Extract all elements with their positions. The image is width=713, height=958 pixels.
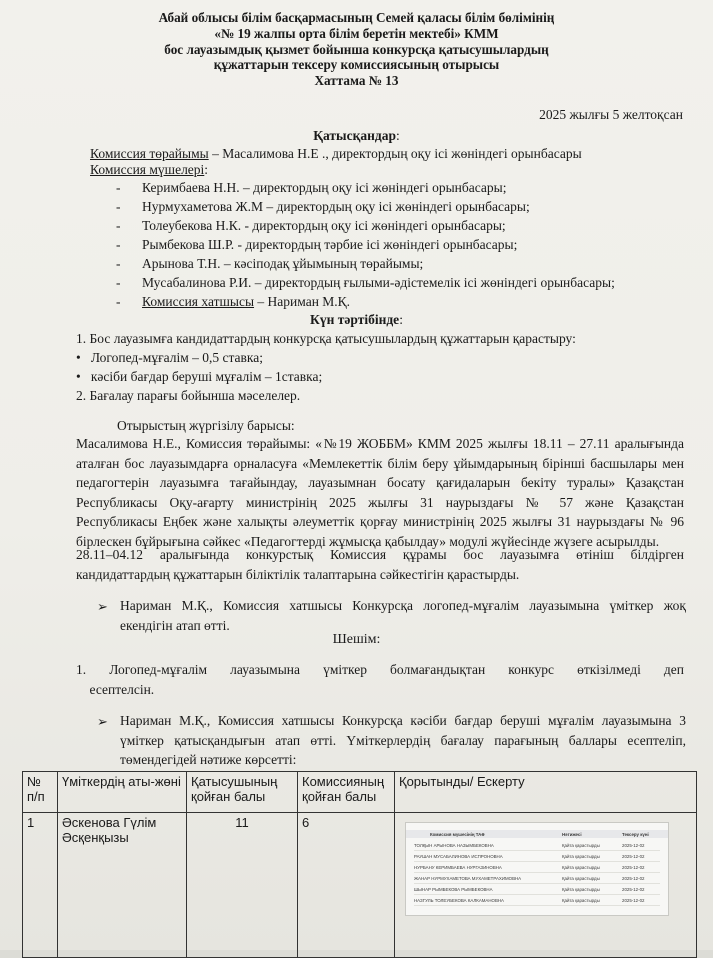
arrow-bullet-icon: ➢ <box>97 599 108 614</box>
paragraph-line: Нариман М.Қ., Комиссия хатшысы Конкурсқа кәсіби бағдар беруші мұғалім лауазымына 3 <box>120 713 686 728</box>
screenshot-cell-name: ТОЛҚЫН АРЫНОВА НАЗЫМБЕКОВНА <box>414 843 494 848</box>
bullet-mark: • <box>76 350 91 365</box>
table-header-row <box>23 772 697 813</box>
agenda-title-text: Күн тәртібінде <box>310 312 400 327</box>
cell-commission-score: 6 <box>298 813 395 958</box>
arrow-bullet-icon: ➢ <box>97 714 108 729</box>
document-header <box>0 10 713 89</box>
decision-title: Шешім: <box>332 632 381 647</box>
member-text: Нурмухаметова Ж.М – директордың оқу ісі жөніндегі орынбасары; <box>142 199 530 214</box>
screenshot-row <box>414 852 660 862</box>
members-label-line <box>90 162 208 178</box>
member-text: Рымбекова Ш.Р. - директордың тәрбие ісі жөніндегі орынбасары; <box>142 237 518 252</box>
agenda-title-colon: : <box>399 312 403 327</box>
header-number: № п/п <box>23 772 58 813</box>
paragraph-line: үміткер қатысқандығын атап өтті. Үміткерлердің бағалау парағының баллары есептеліп, <box>120 732 686 748</box>
protocol-number: Хаттама № 13 <box>314 73 399 89</box>
paragraph-line: екендігін атап өтті. <box>120 617 230 633</box>
paragraph-line: 1. Логопед-мұғалім лауазымына үміткер болмағандықтан конкурс өткізілмеді деп <box>76 662 684 677</box>
secretary-text: – Нариман М.Қ. <box>254 294 351 309</box>
dash-mark: - <box>116 275 121 290</box>
agenda-bullet-1 <box>76 350 263 366</box>
screenshot-cell-name: НУРБАНУ КЕРИМБАЕВА НУРГАЗИНОВНА <box>414 865 502 870</box>
dash-mark: - <box>116 199 121 214</box>
screenshot-row <box>414 863 660 873</box>
header-line-2: «№ 19 жалпы орта білім беретін мектебі» КММ <box>214 25 499 41</box>
chair-line <box>90 146 582 162</box>
members-label: Комиссия мүшелері <box>90 162 205 177</box>
chair-label: Комиссия төрайымы <box>90 146 209 161</box>
paragraph-line: аталған бос лауазымдарға орналасуға «Мемлекеттік білім беру ұйымдарының бірінші басшылары мен <box>76 455 684 471</box>
dash-mark: - <box>116 180 121 195</box>
screenshot-header-row <box>406 830 668 838</box>
screenshot-row <box>414 896 660 906</box>
member-item <box>116 199 530 215</box>
screenshot-cell-date: 2025-12-02 <box>622 843 645 848</box>
header-line-3: бос лауазымдық қызмет бойынша конкурсқа қатысушылардың <box>164 41 549 57</box>
screenshot-header-date: Тексеру күні <box>622 832 649 837</box>
screenshot-cell-result: Қайта қарастырды <box>562 898 600 903</box>
screenshot-cell-result: Қайта қарастырды <box>562 854 600 859</box>
paragraph-line: кандидаттардың құжаттарын біліктілік талаптарына сәйкестігін қарастырды. <box>76 566 520 582</box>
screenshot-cell-result: Қайта қарастырды <box>562 876 600 881</box>
chair-text: – Масалимова Н.Е ., директордың оқу ісі жөніндегі орынбасары <box>208 146 582 161</box>
screenshot-cell-date: 2025-12-02 <box>622 876 645 881</box>
screenshot-row <box>414 841 660 851</box>
participants-title <box>0 128 713 144</box>
member-text: Толеубекова Н.К. - директордың оқу ісі жөніндегі орынбасары; <box>142 218 506 233</box>
secretary-note-2 <box>120 711 686 770</box>
member-item <box>116 218 506 234</box>
paragraph-line: төмендегідей нәтиже көрсетті: <box>120 752 297 768</box>
screenshot-cell-date: 2025-12-02 <box>622 865 645 870</box>
proceedings-title: Отырыстың жүргізілу барысы: <box>117 418 295 433</box>
header-commission-score: Комиссияның қойған балы <box>298 772 395 813</box>
paragraph-line: Республикасы Оқу-ағарту министрінің 2025 жылғы 31 наурыздағы № 57 және Қазақстан <box>76 494 684 510</box>
dash-mark: - <box>116 294 121 309</box>
participants-title-colon: : <box>395 128 400 143</box>
decision-paragraph <box>76 660 684 699</box>
embedded-screenshot <box>405 822 669 916</box>
screenshot-row <box>414 874 660 884</box>
secretary-line <box>116 294 350 310</box>
dash-mark: - <box>116 237 121 252</box>
paragraph-line: есептелсін. <box>76 681 155 697</box>
proceedings-paragraph-1 <box>76 434 684 552</box>
agenda-item-1: 1. Бос лауазымға кандидаттардың конкурсқа қатысушылардың құжаттарын қарастыру: <box>76 331 576 346</box>
dash-mark: - <box>116 218 121 233</box>
paragraph-line: 28.11–04.12 аралығында конкурстық Комиссия құрамы бос лауазымға өтініш білдірген <box>76 547 684 562</box>
member-text: Арынова Т.Н. – кәсіподақ ұйымының төрайымы; <box>142 256 424 271</box>
proceedings-paragraph-2 <box>76 545 684 584</box>
header-self-score: Қатысушының қойған балы <box>187 772 298 813</box>
document-date: 2025 жылғы 5 желтоқсан <box>539 107 683 122</box>
bullet-mark: • <box>76 369 91 384</box>
screenshot-row <box>414 885 660 895</box>
screenshot-cell-name: ШЫНАР РЫМБЕКОВА РЫМБЕКОВНА <box>414 887 493 892</box>
member-text: Мусабалинова Р.И. – директордың ғылыми-әдістемелік ісі жөніндегі орынбасары; <box>142 275 615 290</box>
dash-mark: - <box>116 256 121 271</box>
screenshot-cell-name: РАУШАН МУСАБАЛИНОВА ИСПРОНОВНА <box>414 854 503 859</box>
participants-title-text: Қатысқандар <box>313 128 396 143</box>
cell-candidate-name: Әскенова Гүлім Әсқенқызы <box>58 813 187 958</box>
secretary-note-1 <box>120 596 686 635</box>
screenshot-cell-result: Қайта қарастырды <box>562 887 600 892</box>
agenda-title <box>0 312 713 328</box>
members-label-colon: : <box>204 162 209 177</box>
screenshot-cell-result: Қайта қарастырды <box>562 865 600 870</box>
screenshot-header-name: Комиссия мүшесінің ТАӘ <box>430 832 485 837</box>
header-candidate-name: Үміткердің аты-жөні <box>58 772 187 813</box>
member-item <box>116 275 615 291</box>
agenda-item-2: 2. Бағалау парағы бойынша мәселелер. <box>76 388 301 403</box>
screenshot-cell-result: Қайта қарастырды <box>562 843 600 848</box>
screenshot-cell-name: НАЗГУЛЬ ТОЛЕУБЕКОВА КАЛКАМАНОВНА <box>414 898 504 903</box>
screenshot-cell-date: 2025-12-02 <box>622 887 645 892</box>
cell-self-score: 11 <box>187 813 298 958</box>
bullet-text: Логопед-мұғалім – 0,5 ставка; <box>90 350 264 365</box>
paragraph-line: Нариман М.Қ., Комиссия хатшысы Конкурсқа логопед-мұғалім лауазымына үміткер жоқ <box>120 598 686 613</box>
paragraph-line: бірлескен бұйрығына сәйкес «Педагогтерді жұмысқа қабылдау» модулі жүйесінде жүзеге асырылды. <box>76 533 660 549</box>
screenshot-cell-date: 2025-12-02 <box>622 898 645 903</box>
screenshot-cell-date: 2025-12-02 <box>622 854 645 859</box>
header-line-4: құжаттарын тексеру комиссиясының отырысы <box>213 57 500 73</box>
bullet-text: кәсіби бағдар беруші мұғалім – 1ставка; <box>90 369 323 384</box>
screenshot-header-result: Нәтижесі <box>562 832 582 837</box>
paragraph-line: Республикасы Еңбек және халықты әлеуметтік қорғау министрінің 2025 жылғы 31 наурыздағы № 96 <box>76 514 684 530</box>
header-line-1: Абай облысы білім басқармасының Семей қаласы білім бөлімінің <box>158 10 555 25</box>
agenda-bullet-2 <box>76 369 322 385</box>
paragraph-line: Масалимова Н.Е., Комиссия төрайымы: «№19 ЖОББМ» КММ 2025 жылғы 18.11 – 27.11 аралығында <box>76 436 684 451</box>
member-item <box>116 180 506 196</box>
member-item <box>116 256 423 272</box>
member-item <box>116 237 517 253</box>
secretary-label: Комиссия хатшысы <box>142 294 255 309</box>
paragraph-line: педагогтерін лауазымға тағайындау, лауазымнан босату қағидаларын бекіту туралы» Қазақстан <box>76 475 684 491</box>
member-text: Керимбаева Н.Н. – директордың оқу ісі жөніндегі орынбасары; <box>142 180 507 195</box>
cell-number: 1 <box>23 813 58 958</box>
header-conclusion: Қорытынды/ Ескерту <box>395 772 697 813</box>
screenshot-cell-name: ЖАНАР НУРМУХАМЕТОВА МУХАМЕТРАХИМОВНА <box>414 876 522 881</box>
